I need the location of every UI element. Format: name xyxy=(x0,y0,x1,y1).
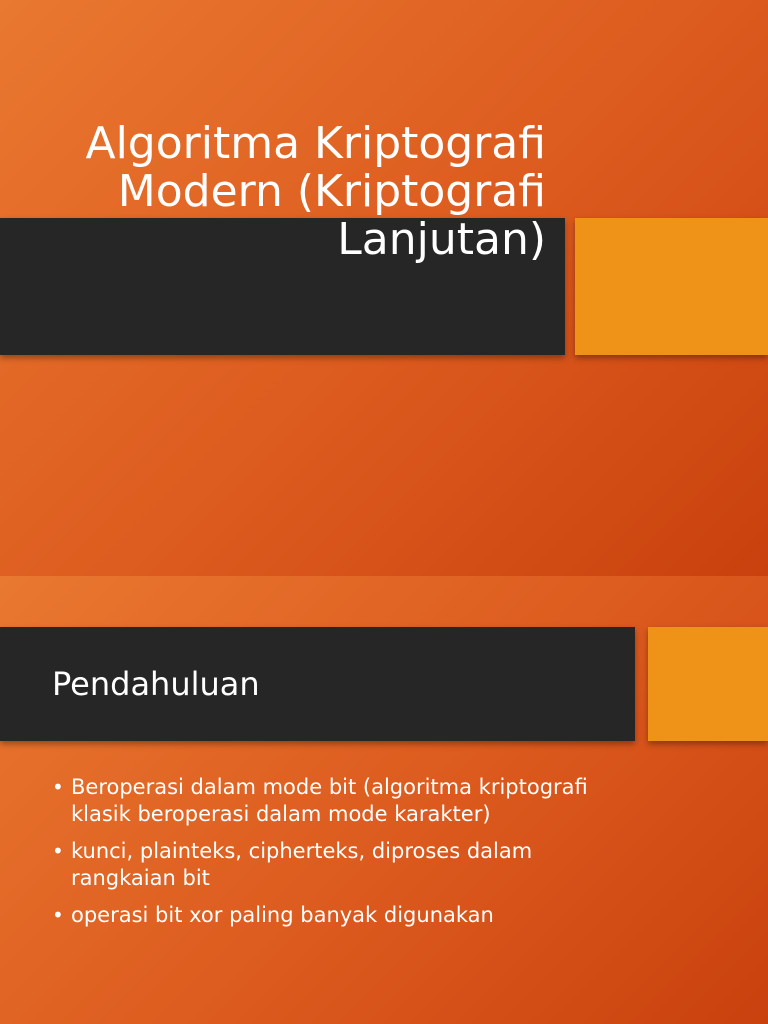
bullet-dot-icon: • xyxy=(52,775,64,799)
bullet-text: operasi bit xor paling banyak digunakan xyxy=(71,903,494,927)
slide-pendahuluan xyxy=(0,576,768,1024)
bullet-dot-icon: • xyxy=(52,839,64,863)
bullet-text: Beroperasi dalam mode bit (algoritma kriptografi klasik beroperasi dalam mode karakter) xyxy=(71,775,588,826)
bullet-item xyxy=(52,902,612,929)
bullet-item xyxy=(52,838,612,892)
bullet-text: kunci, plainteks, cipherteks, diproses dalam rangkaian bit xyxy=(71,839,533,890)
bullet-item xyxy=(52,774,612,828)
accent-block xyxy=(575,218,768,355)
accent-block xyxy=(648,627,768,741)
bullet-list xyxy=(52,774,612,939)
section-title: Pendahuluan xyxy=(52,665,260,703)
slide-main-title: Algoritma Kriptografi Modern (Kriptografi Lanjutan) xyxy=(85,118,546,265)
bullet-dot-icon: • xyxy=(52,903,64,927)
